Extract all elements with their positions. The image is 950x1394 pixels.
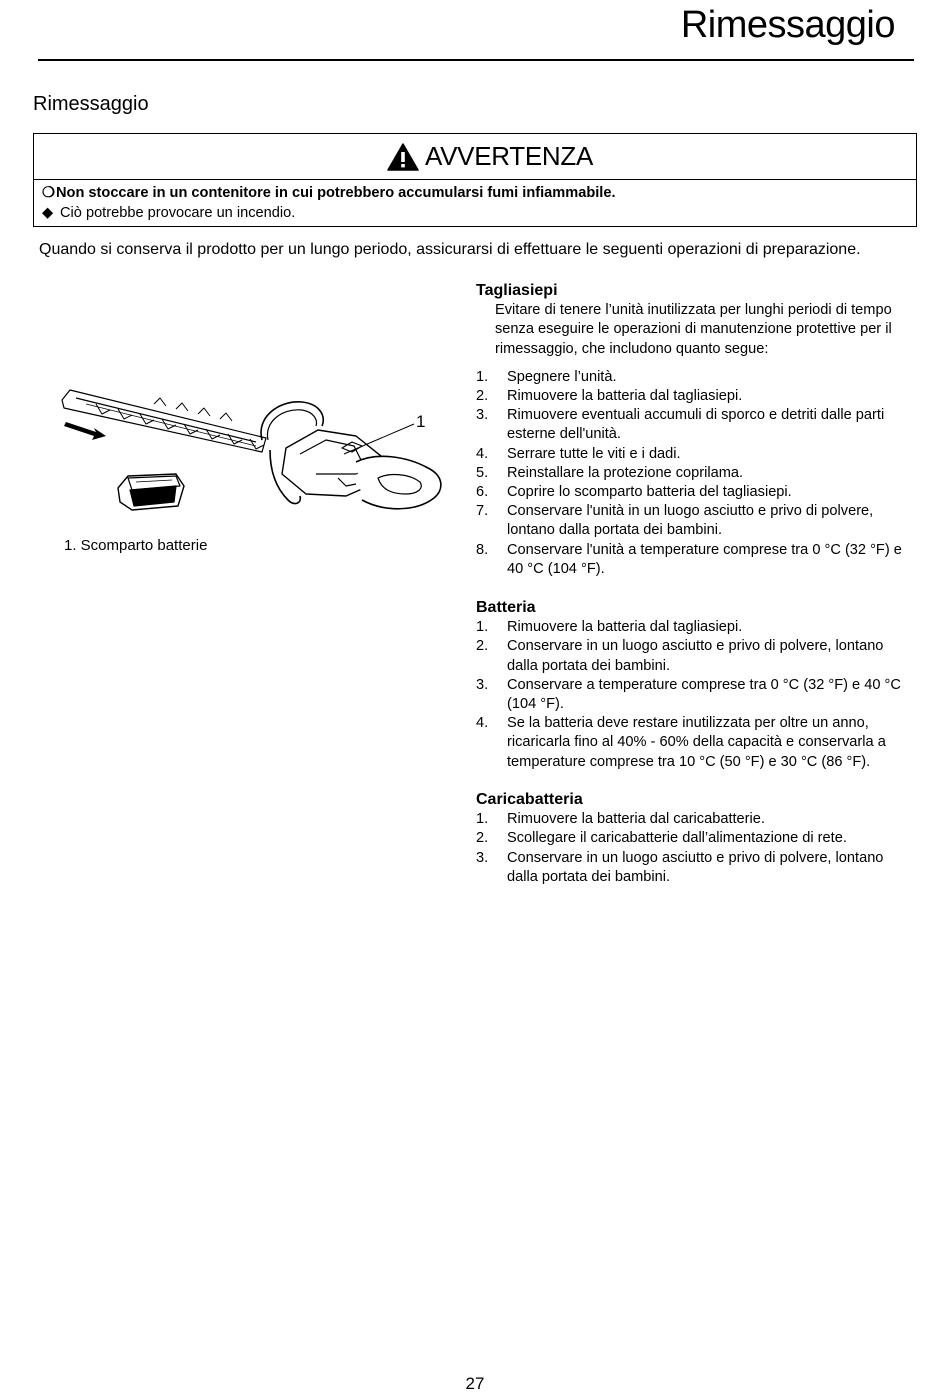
list-item: 2. Rimuovere la batteria dal tagliasiepi.: [476, 388, 743, 405]
caricabatteria-list: [476, 810, 916, 887]
caricabatteria-title: Caricabatteria: [476, 791, 583, 808]
list-item: 6. Coprire lo scomparto batteria del tagliasiepi.: [476, 484, 792, 501]
intro-text: Quando si conserva il prodotto per un lungo periodo, assicurarsi di effettuare le seguenti operazioni di preparazione.: [39, 241, 861, 258]
figure-callout-number: 1: [416, 412, 426, 431]
list-item: 3. Conservare a temperature comprese tra 0 °C (32 °F) e 40 °C (104 °F).: [476, 676, 901, 713]
list-item: 1. Rimuovere la batteria dal caricabatterie.: [476, 811, 765, 828]
warning-title: AVVERTENZA: [425, 141, 593, 171]
list-item: 5. Reinstallare la protezione coprilama.: [476, 464, 744, 481]
list-item: 4. Se la batteria deve restare inutilizzata per oltre un anno, ricaricarla fino al 40% - 60% della capacità e conservarla a temperature comprese tra 10 °C (50 °F) e 30 °C (86 °F).: [476, 715, 886, 770]
batteria-section: [476, 598, 916, 772]
warning-line-2-text: Ciò potrebbe provocare un incendio.: [60, 205, 296, 221]
list-item: 3. Conservare in un luogo asciutto e privo di polvere, lontano dalla portata dei bambini.: [476, 849, 884, 885]
tagliasiepi-lead: Evitare di tenere l’unità inutilizzata per lunghi periodi di tempo senza eseguire le operazioni di manutenzione protettive per il rimessaggio, che includono quanto segue:: [495, 302, 892, 357]
diamond-bullet-icon: ◆: [42, 205, 54, 221]
section-title: Rimessaggio: [33, 93, 149, 115]
warning-header: [34, 134, 916, 180]
warning-box: [33, 133, 917, 227]
warning-triangle-icon: [387, 143, 419, 171]
batteria-title: Batteria: [476, 599, 536, 616]
batteria-list: [476, 618, 916, 772]
tagliasiepi-list: [476, 368, 916, 579]
hedge-trimmer-illustration: [56, 378, 451, 526]
list-item: 8. Conservare l'unità a temperature comprese tra 0 °C (32 °F) e 40 °C (104 °F).: [476, 541, 902, 577]
tagliasiepi-section: [476, 281, 916, 579]
caricabatteria-section: [476, 790, 916, 887]
page-header-title: Rimessaggio: [680, 4, 895, 46]
list-item: 2. Scollegare il caricabatterie dall’alimentazione di rete.: [476, 830, 847, 847]
warning-line-1: [42, 184, 616, 201]
tagliasiepi-title: Tagliasiepi: [476, 282, 558, 299]
list-item: 7. Conservare l'unità in un luogo asciutto e privo di polvere, lontano dalla portata dei bambini.: [476, 503, 874, 539]
figure-caption: 1. Scomparto batterie: [64, 537, 208, 554]
list-item: 1. Rimuovere la batteria dal tagliasiepi.: [476, 619, 743, 636]
warning-line-2: [42, 204, 295, 221]
header-rule: [38, 59, 914, 61]
list-item: 1. Spegnere l’unità.: [476, 368, 617, 385]
warning-line-1-text: Non stoccare in un contenitore in cui potrebbero accumularsi fumi infiammabile.: [56, 185, 616, 201]
list-item: 2. Conservare in un luogo asciutto e privo di polvere, lontano dalla portata dei bambini.: [476, 638, 884, 674]
list-item: 3. Rimuovere eventuali accumuli di sporco e detriti dalle parti esterne dell'unità.: [476, 407, 885, 443]
circle-bullet-icon: ❍: [42, 185, 56, 201]
page-number: 27: [465, 1374, 485, 1393]
list-item: 4. Serrare tutte le viti e i dadi.: [476, 445, 681, 462]
